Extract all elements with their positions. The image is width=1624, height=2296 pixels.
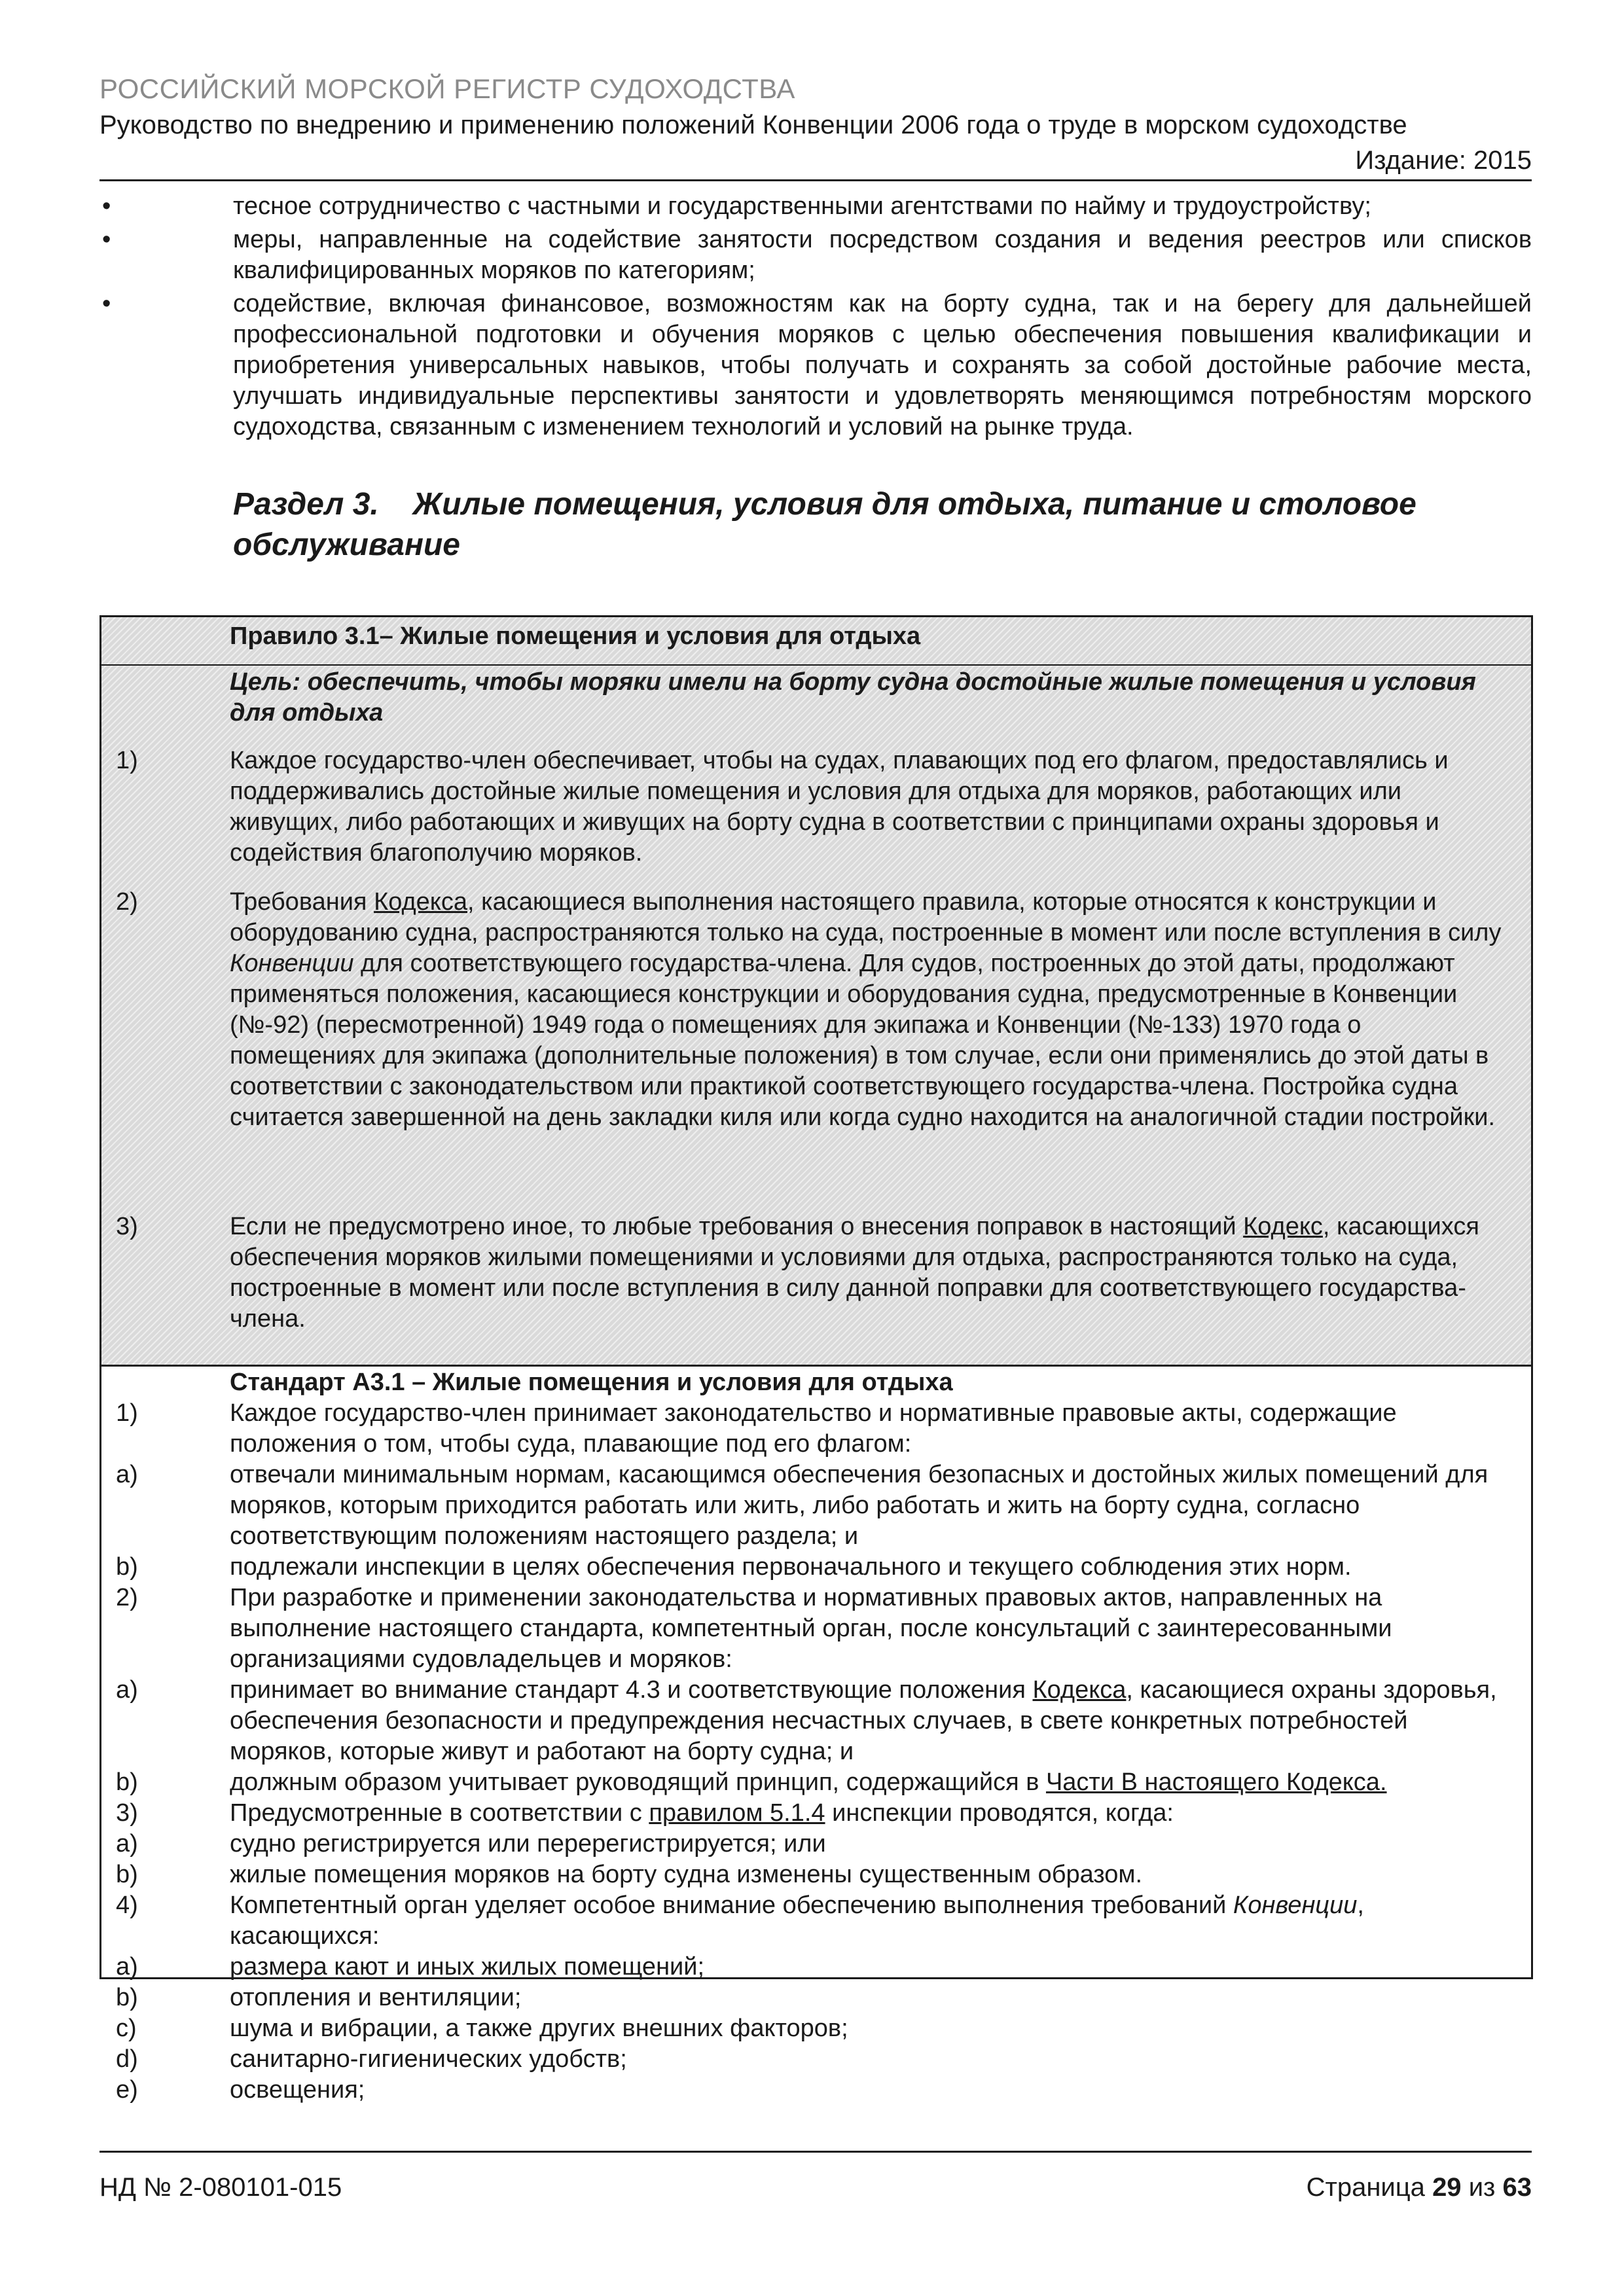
standard-item: 3) Предусмотренные в соответствии с правилом 5.1.4 инспекции проводятся, когда: [116,1799,1174,1827]
regulation-box [99,615,1533,2104]
rule-paragraph: 1) Каждое государство-член обеспечивает, чтобы на судах, плавающих под его флагом, предоставлялись и поддерживались достойные жилые помещения и условия для отдыха для моряков, работающих или живущих, либо работающих и живущих на борту судна в соответствии с принципами охраны здоровья и содействия благополучию моряков. [116,747,1449,867]
standard-item: a) отвечали минимальным нормам, касающимся обеспечения безопасных и достойных жилых помещений для моряков, которым приходится работать или жить, либо работать и жить на борту судна, согласно соответствующим положениям настоящего раздела; и [116,1461,1489,1550]
code-link[interactable]: Кодекс [1243,1213,1323,1240]
rule-purpose-line [101,667,1531,728]
rule-paragraph: 3) Если не предусмотрено иное, то любые требования о внесения поправок в настоящий Кодекс, касающихся обеспечения моряков жилыми помещениями и условиями для отдыха, распространяются только на суда, построенные в момент или после вступления в силу данной поправки для соответствующего государства-члена. [116,1213,1479,1333]
bullet-icon: • [102,290,111,317]
standard-item: b) должным образом учитывает руководящий принцип, содержащийся в Части В настоящего Кодекса. [116,1768,1387,1796]
code-link[interactable]: Кодекса [1032,1676,1127,1704]
standard-item: a) размера кают и иных жилых помещений; [116,1953,705,1981]
standard-item: a) принимает во внимание стандарт 4.3 и соответствующие положения Кодекса, касающиеся охраны здоровья, обеспечения безопасности и предупреждения несчастных случаев, в свете конкретных потребностей моряков, которые живут и работают на борту судна; и [116,1676,1497,1765]
page-header [99,71,1532,178]
part-b-link[interactable]: Части В настоящего Кодекса. [1045,1768,1387,1796]
standard-item: 2) При разработке и применении законодательства и нормативных правовых актов, направленных на выполнение настоящего стандарта, компетентный орган, после консультаций с заинтересованными организациями судовладельцев и моряков: [116,1584,1392,1673]
code-link[interactable]: Кодекса [374,888,467,916]
section-number: Раздел 3. [233,487,379,522]
edition-label: Издание: 2015 [1355,146,1532,175]
section-title: Жилые помещения, условия для отдыха, питание и столовое обслуживание [233,487,1416,562]
regulation-link[interactable]: правилом 5.1.4 [649,1799,825,1827]
standard-block [101,1367,1531,2106]
standard-item: b) отопления и вентиляции; [116,1984,522,2011]
bullet-list [99,191,1532,445]
page-number: Страница 29 из 63 [1306,2173,1532,2202]
standard-item: c) шума и вибрации, а также других внешних факторов; [116,2015,848,2042]
section-heading [233,484,1536,565]
standard-item: d) санитарно-гигиенических удобств; [116,2045,627,2073]
standard-title: Стандарт А3.1 – Жилые помещения и условия для отдыха [230,1369,953,1396]
standard-item: b) подлежали инспекции в целях обеспечения первоначального и текущего соблюдения этих норм. [116,1553,1352,1581]
rule-block [101,617,1531,1367]
list-item: • тесное сотрудничество с частными и государственными агентствами по найму и трудоустройству; [99,191,1532,222]
footer-divider [99,2151,1532,2153]
list-item: • меры, направленные на содействие занятости посредством создания и ведения реестров или списков квалифицированных моряков по категориям; [99,224,1532,286]
rule-title-line [101,621,1531,652]
bullet-icon: • [102,192,111,220]
list-item: • содействие, включая финансовое, возможностям как на борту судна, так и на берегу для дальнейшей профессиональной подготовки и обучения моряков с целью обеспечения повышения квалификации и приобретения универсальных навыков, чтобы получать и сохранять за собой достойные рабочие места, улучшать индивидуальные перспективы занятости и удовлетворять меняющимся потребностям морского судоходства, связанным с изменением технологий и условий на рынке труда. [99,289,1532,442]
standard-item: e) освещения; [116,2076,365,2104]
standard-item: a) судно регистрируется или перерегистрируется; или [116,1830,826,1857]
standard-item: 1) Каждое государство-член принимает законодательство и нормативные правовые акты, содержащие положения о том, чтобы суда, плавающие под его флагом: [116,1399,1397,1458]
document-number: НД № 2-080101-015 [99,2173,342,2202]
rule-purpose: Цель: обеспечить, чтобы моряки имели на борту судна достойные жилые помещения и условия для отдыха [230,668,1476,726]
standard-title-line [101,1367,1531,1398]
document-subtitle: Руководство по внедрению и применению положений Конвенции 2006 года о труде в морском судоходстве [99,111,1407,139]
rule-title: Правило 3.1– Жилые помещения и условия для отдыха [230,622,921,650]
header-divider [99,179,1532,181]
standard-item: b) жилые помещения моряков на борту судна изменены существенным образом. [116,1861,1143,1888]
bullet-icon: • [102,226,111,253]
organization-name: РОССИЙСКИЙ МОРСКОЙ РЕГИСТР СУДОХОДСТВА [99,73,795,104]
rule-paragraph: 2) Требования Кодекса, касающиеся выполнения настоящего правила, которые относятся к конструкции и оборудованию судна, распространяются только на суда, построенные в момент или после вступления в силу Конвенции для соответствующего государства-члена. Для судов, построенных до этой даты, продолжают применяться положения, касающиеся конструкции и оборудования судна, предусмотренные в Конвенции (№-92) (пересмотренной) 1949 года о помещениях для экипажа и Конвенции (№-133) 1970 года о помещениях для экипажа (дополнительные положения) в том случае, если они применялись до этой даты в соответствии с законодательством или практикой соответствующего государства-члена. Постройка судна считается завершенной на день закладки киля или когда судно находится на аналогичной стадии постройки. [116,888,1502,1131]
standard-item: 4) Компетентный орган уделяет особое внимание обеспечению выполнения требований Конвенции, касающихся: [116,1892,1364,1950]
